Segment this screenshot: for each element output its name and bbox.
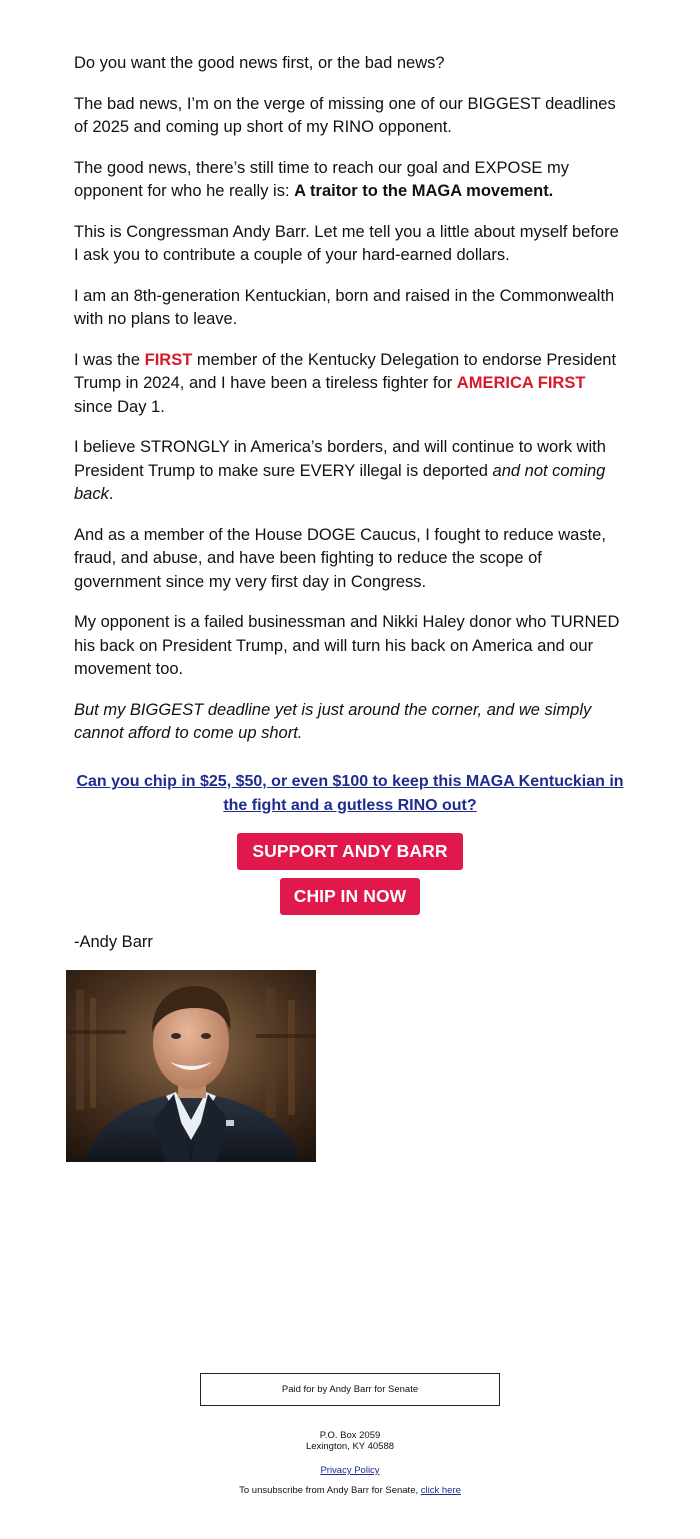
email-body bbox=[74, 52, 626, 763]
donation-ask bbox=[66, 770, 634, 817]
donation-ask-link[interactable]: Can you chip in $25, $50, or even $100 to keep this MAGA Kentuckian in the fight and a gutless RINO out? bbox=[76, 773, 624, 814]
good-news-text: The good news, there’s still time to reach our goal and EXPOSE my opponent for who he really is: bbox=[74, 158, 569, 200]
paragraph-kentuckian: I am an 8th-generation Kentuckian, born and raised in the Commonwealth with no plans to leave. bbox=[74, 286, 615, 328]
privacy-section bbox=[200, 1465, 500, 1476]
signature: -Andy Barr bbox=[74, 933, 153, 951]
endorse-text-b: member of the Kentucky Delegation to endorse President Trump in 2024, and I have been a tireless fighter for bbox=[74, 350, 617, 392]
paragraph-good-news bbox=[74, 157, 626, 204]
borders-italic: and not coming back bbox=[74, 461, 606, 503]
paid-for-disclaimer bbox=[200, 1373, 500, 1406]
candidate-photo bbox=[66, 970, 316, 1162]
address-line2: Lexington, KY 40588 bbox=[305, 1441, 395, 1452]
privacy-policy-link[interactable]: Privacy Policy bbox=[320, 1465, 380, 1476]
paragraph-doge: And as a member of the House DOGE Caucus, I fought to reduce waste, fraud, and abuse, and have been fighting to reduce the scope of government since my very first day in Congress. bbox=[74, 525, 606, 591]
paragraph-intro: This is Congressman Andy Barr. Let me tell you a little about myself before I ask you to contribute a couple of your hard-earned dollars. bbox=[74, 222, 619, 264]
paragraph-endorse bbox=[74, 349, 626, 420]
paragraph-opponent: My opponent is a failed businessman and Nikki Haley donor who TURNED his back on President Trump, and will turn his back on America and our movement too. bbox=[74, 613, 620, 678]
paragraph-borders bbox=[74, 436, 626, 507]
endorse-text-a: I was the bbox=[74, 350, 145, 369]
unsubscribe-section bbox=[150, 1485, 550, 1496]
borders-text: I believe STRONGLY in America’s borders, and will continue to work with President Trump to make sure EVERY illegal is deported bbox=[74, 438, 606, 480]
america-first-highlight: AMERICA FIRST bbox=[456, 374, 586, 392]
unsubscribe-text: To unsubscribe from Andy Barr for Senate, bbox=[239, 1485, 421, 1496]
borders-end: . bbox=[108, 485, 114, 503]
mailing-address bbox=[200, 1430, 500, 1452]
paragraph-deadline: But my BIGGEST deadline yet is just around the corner, and we simply cannot afford to come up short. bbox=[74, 700, 592, 742]
paid-for-text: Paid for by Andy Barr for Senate bbox=[281, 1384, 419, 1395]
address-line1: P.O. Box 2059 bbox=[319, 1430, 381, 1441]
first-highlight: FIRST bbox=[144, 350, 193, 369]
paragraph-good-bad-news: Do you want the good news first, or the bad news? bbox=[74, 54, 445, 72]
candidate-portrait-image bbox=[66, 970, 316, 1162]
paragraph-bad-news: The bad news, I’m on the verge of missing one of our BIGGEST deadlines of 2025 and coming up short of my RINO opponent. bbox=[74, 94, 616, 136]
chip-in-now-button[interactable]: CHIP IN NOW bbox=[280, 878, 420, 915]
support-andy-barr-button[interactable]: SUPPORT ANDY BARR bbox=[237, 833, 463, 870]
unsubscribe-link[interactable]: click here bbox=[420, 1485, 461, 1496]
endorse-text-c: since Day 1. bbox=[74, 397, 165, 416]
traitor-bold-text: A traitor to the MAGA movement. bbox=[294, 182, 554, 200]
